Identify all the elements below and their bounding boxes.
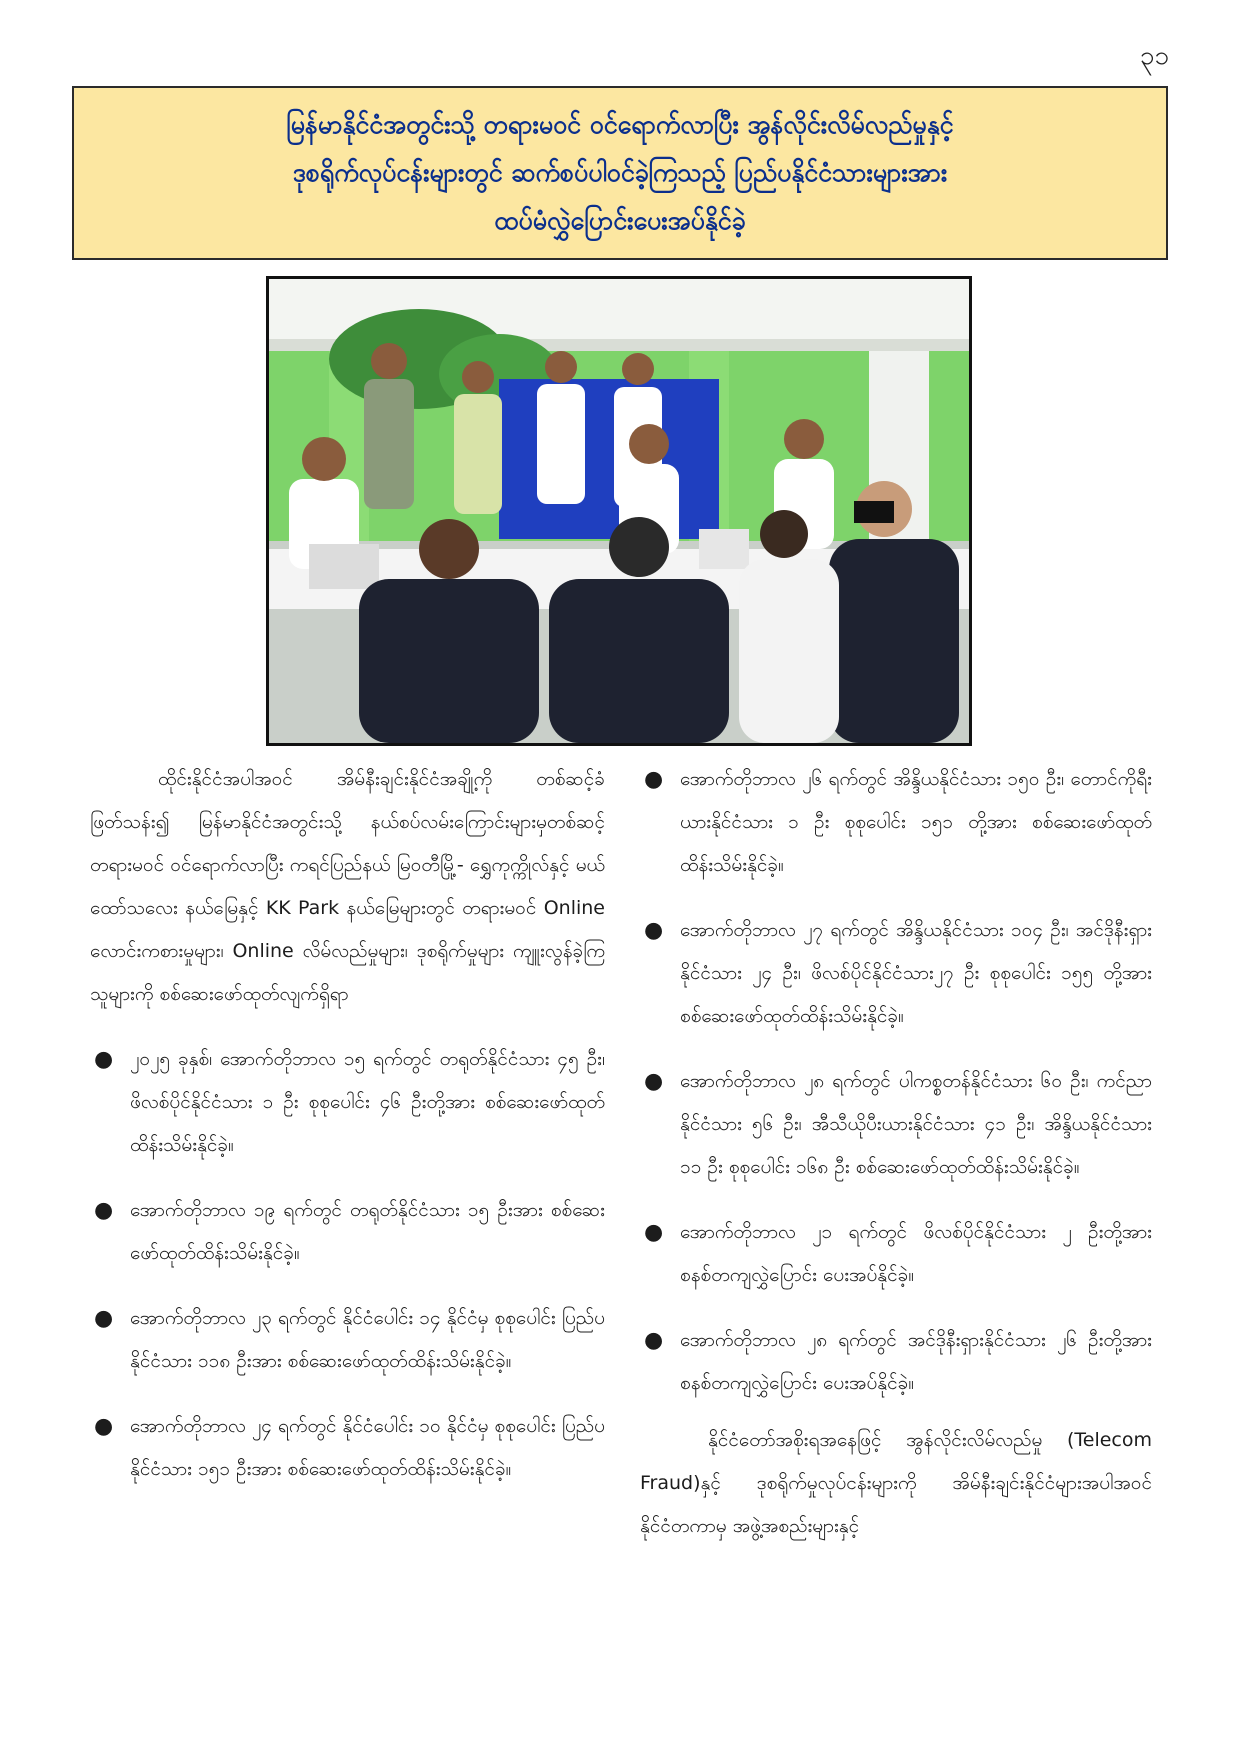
bullet-icon: ● [644, 1069, 664, 1094]
right-bullet-list [640, 758, 1152, 1405]
bullet-icon: ● [644, 1328, 664, 1353]
list-item-text: အောက်တိုဘာလ ၂၈ ရက်တွင် အင်ဒိုနီးရှားနိုင်ငံသား ၂၆ ဦးတို့အား စနစ်တကျလွှဲပြောင်း ပေးအပ်နိုင်ခဲ့။ [680, 1329, 1152, 1394]
list-item [90, 1405, 605, 1491]
list-item [90, 1189, 605, 1275]
list-item-text: အောက်တိုဘာလ ၂၁ ရက်တွင် ဖိလစ်ပိုင်နိုင်ငံသား ၂ ဦးတို့အား စနစ်တကျလွှဲပြောင်း ပေးအပ်နိုင်ခဲ့။ [680, 1221, 1152, 1286]
list-item-text: အောက်တိုဘာလ ၁၉ ရက်တွင် တရုတ်နိုင်ငံသား ၁၅ ဦးအား စစ်ဆေးဖော်ထုတ်ထိန်းသိမ်းနိုင်ခဲ့။ [130, 1199, 605, 1264]
left-bullet-list [90, 1038, 605, 1491]
news-photo-illustration [269, 279, 969, 743]
list-item [640, 1060, 1152, 1189]
list-item [90, 1038, 605, 1167]
right-column [640, 758, 1152, 1548]
intro-paragraph: ထိုင်းနိုင်ငံအပါအဝင် အိမ်နီးချင်းနိုင်ငံအချို့ကို တစ်ဆင့်ခံဖြတ်သန်း၍ မြန်မာနိုင်ငံအတွင်းသို့ နယ်စပ်လမ်းကြောင်းများမှတစ်ဆင့် တရားမဝင် ဝင်ရောက်လာပြီး ကရင်ပြည်နယ် မြဝတီမြို့- ရွှေကုက္ကိုလ်နှင့် မယ်ထော်သလေး နယ်မြေနှင့် KK Park နယ်မြေများတွင် တရားမဝင် Online လောင်းကစားမှုများ၊ Online လိမ်လည်မှုများ၊ ဒုစရိုက်မှုများ ကျူးလွန်ခဲ့ကြသူများကို စစ်ဆေးဖော်ထုတ်လျက်ရှိရာ [90, 768, 605, 1005]
list-item [90, 1297, 605, 1383]
news-photo [266, 276, 972, 746]
list-item-text: အောက်တိုဘာလ ၂၄ ရက်တွင် နိုင်ငံပေါင်း ၁၀ နိုင်ငံမှ စုစုပေါင်း ပြည်ပနိုင်ငံသား ၁၅၁ ဦးအား စစ်ဆေးဖော်ထုတ်ထိန်းသိမ်းနိုင်ခဲ့။ [130, 1415, 605, 1480]
list-item-text: အောက်တိုဘာလ ၂၆ ရက်တွင် အိန္ဒိယနိုင်ငံသား ၁၅၀ ဦး၊ တောင်ကိုရီးယားနိုင်ငံသား ၁ ဦး စုစုပေါင်း ၁၅၁ တို့အား စစ်ဆေးဖော်ထုတ်ထိန်းသိမ်းနိုင်ခဲ့။ [680, 768, 1152, 876]
bullet-icon: ● [644, 767, 664, 792]
bullet-icon: ● [94, 1047, 114, 1072]
list-item-text: အောက်တိုဘာလ ၂၈ ရက်တွင် ပါကစ္စတန်နိုင်ငံသား ၆၀ ဦး၊ ကင်ညာနိုင်ငံသား ၅၆ ဦး၊ အီသီယိုပီးယားနိုင်ငံသား ၄၁ ဦး၊ အိန္ဒိယနိုင်ငံသား ၁၁ ဦး စုစုပေါင်း ၁၆၈ ဦး စစ်ဆေးဖော်ထုတ်ထိန်းသိမ်းနိုင်ခဲ့။ [680, 1070, 1152, 1178]
bullet-icon: ● [94, 1306, 114, 1331]
bullet-icon: ● [644, 1220, 664, 1245]
list-item-text: အောက်တိုဘာလ ၂၇ ရက်တွင် အိန္ဒိယနိုင်ငံသား ၁၀၄ ဦး၊ အင်ဒိုနီးရှားနိုင်ငံသား ၂၄ ဦး၊ ဖိလစ်ပိုင်နိုင်ငံသား၂၇ ဦး စုစုပေါင်း ၁၅၅ တို့အား စစ်ဆေးဖော်ထုတ်ထိန်းသိမ်းနိုင်ခဲ့။ [680, 919, 1152, 1027]
headline-box [72, 86, 1168, 260]
left-column [90, 758, 605, 1491]
list-item-text: ၂၀၂၅ ခုနှစ်၊ အောက်တိုဘာလ ၁၅ ရက်တွင် တရုတ်နိုင်ငံသား ၄၅ ဦး၊ ဖိလစ်ပိုင်နိုင်ငံသား ၁ ဦး စုစုပေါင်း ၄၆ ဦးတို့အား စစ်ဆေးဖော်ထုတ်ထိန်းသိမ်းနိုင်ခဲ့။ [130, 1048, 605, 1156]
list-item [640, 1319, 1152, 1405]
list-item [640, 909, 1152, 1038]
headline-line-2: ဒုစရိုက်လုပ်ငန်းများတွင် ဆက်စပ်ပါဝင်ခဲ့ကြသည့် ပြည်ပနိုင်ငံသားများအား [292, 158, 948, 187]
list-item [640, 758, 1152, 887]
page-number: ၃၁ [1139, 41, 1169, 71]
list-item-text: အောက်တိုဘာလ ၂၃ ရက်တွင် နိုင်ငံပေါင်း ၁၄ နိုင်ငံမှ စုစုပေါင်း ပြည်ပနိုင်ငံသား ၁၁၈ ဦးအား စစ်ဆေးဖော်ထုတ်ထိန်းသိမ်းနိုင်ခဲ့။ [130, 1307, 605, 1372]
bullet-icon: ● [94, 1414, 114, 1439]
bullet-icon: ● [644, 918, 664, 943]
bullet-icon: ● [94, 1198, 114, 1223]
headline-line-3: ထပ်မံလွှဲပြောင်းပေးအပ်နိုင်ခဲ့ [494, 206, 746, 235]
list-item [640, 1211, 1152, 1297]
closing-paragraph: နိုင်ငံတော်အစိုးရအနေဖြင့် အွန်လိုင်းလိမ်လည်မှု (Telecom Fraud)နှင့် ဒုစရိုက်မှုလုပ်ငန်းများကို အိမ်နီးချင်းနိုင်ငံများအပါအဝင် နိုင်ငံတကာမှ အဖွဲ့အစည်းများနှင့် [640, 1429, 1152, 1537]
headline-line-1: မြန်မာနိုင်ငံအတွင်းသို့ တရားမဝင် ဝင်ရောက်လာပြီး အွန်လိုင်းလိမ်လည်မှုနှင့် [286, 110, 954, 139]
